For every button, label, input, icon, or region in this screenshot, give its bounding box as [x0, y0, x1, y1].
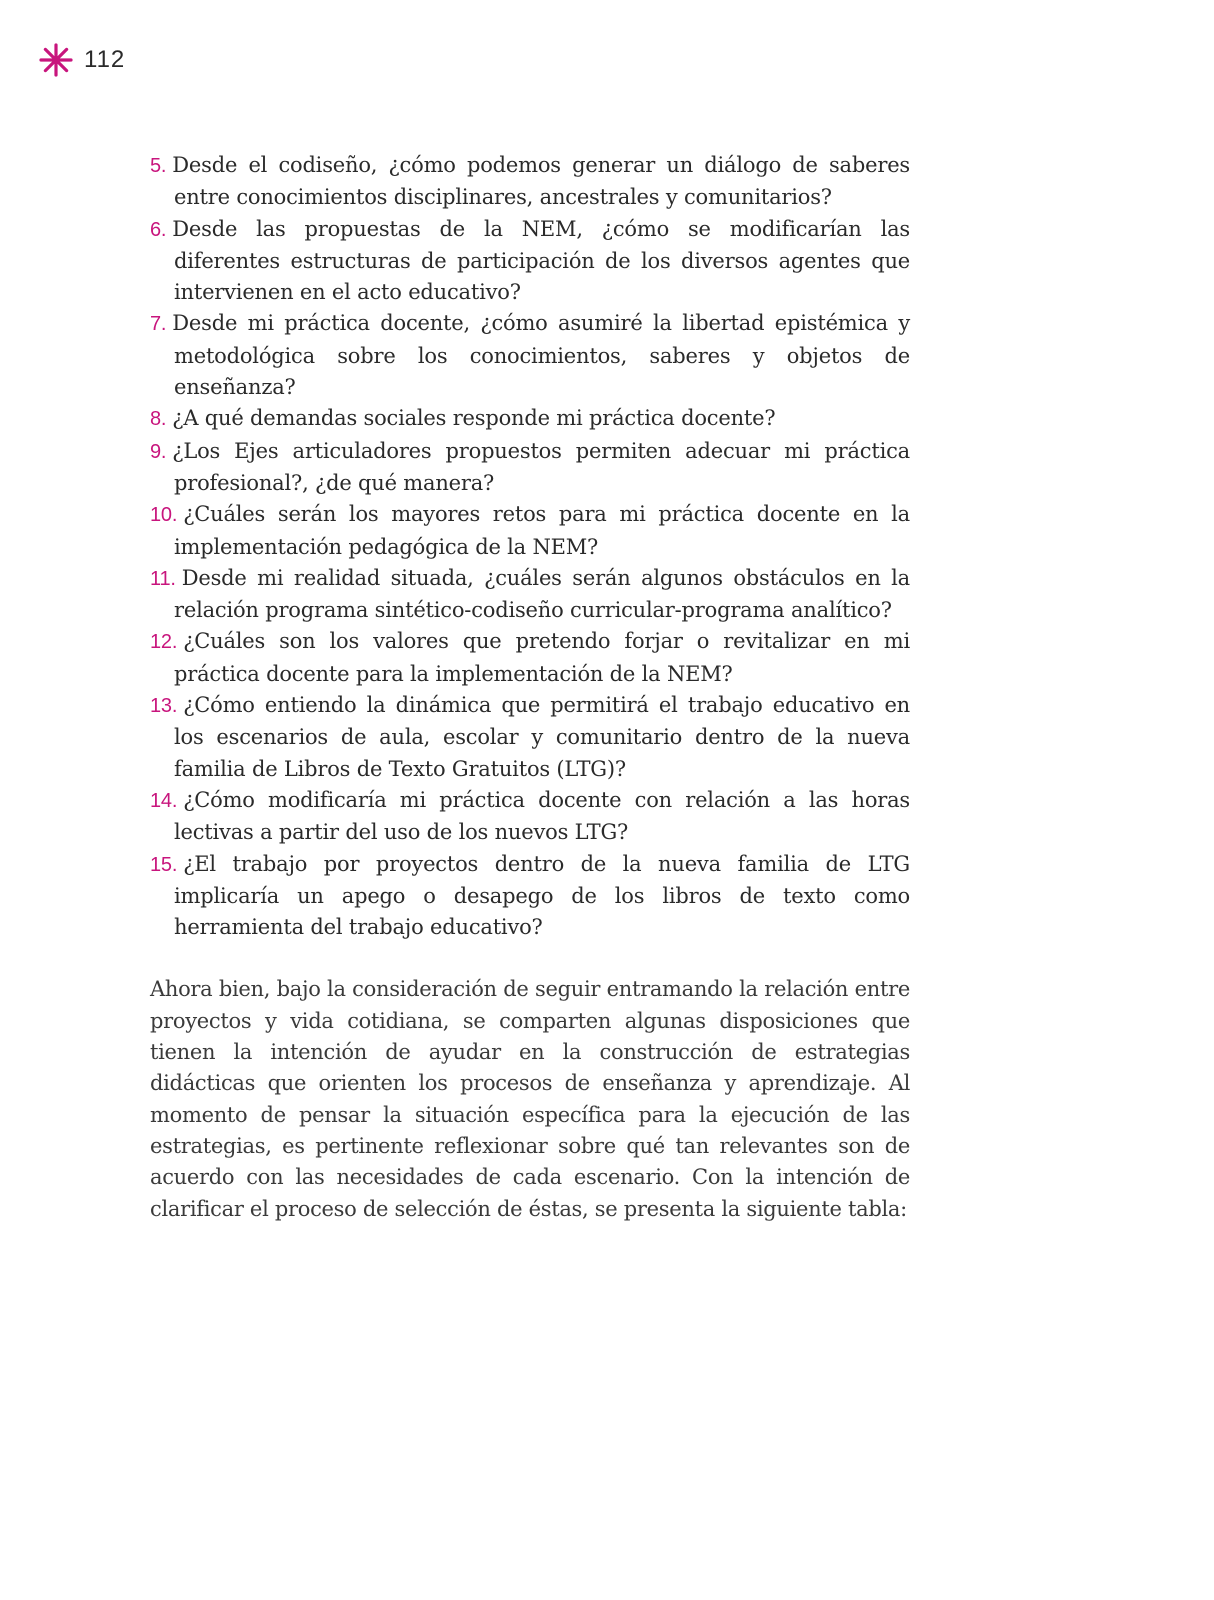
list-item: [150, 214, 910, 309]
list-item: [150, 785, 910, 849]
list-item: [150, 436, 910, 500]
list-item: [150, 150, 910, 214]
question-number: 10.: [150, 504, 178, 527]
question-number: 8.: [150, 408, 167, 431]
question-list: [150, 150, 910, 943]
list-item: [150, 690, 910, 785]
body-paragraph: Ahora bien, bajo la consideración de seguir entramando la relación entre proyectos y vida cotidiana, se comparten algunas disposiciones que tienen la intención de ayudar en la construcción de estrategias didácticas que orienten los procesos de enseñanza y aprendizaje. Al momento de pensar la situación específica para la ejecución de las estrategias, es pertinente reflexionar sobre qué tan relevantes son de acuerdo con las necesidades de cada escenario. Con la intención de clarificar el proceso de selección de éstas, se presenta la siguiente tabla:: [150, 977, 910, 1221]
question-text: Desde mi realidad situada, ¿cuáles serán algunos obstáculos en la relación programa sintético-codiseño curricular-programa analítico?: [174, 565, 910, 623]
question-number: 11.: [150, 567, 176, 590]
question-number: 7.: [150, 313, 167, 336]
list-item: [150, 499, 910, 563]
list-item: [150, 626, 910, 690]
question-text: ¿Cómo modificaría mi práctica docente con relación a las horas lectivas a partir del uso de los nuevos LTG?: [174, 787, 910, 845]
list-item: [150, 308, 910, 403]
question-text: ¿Cuáles son los valores que pretendo forjar o revitalizar en mi práctica docente para la implementación de la NEM?: [174, 629, 910, 686]
page-number: 112: [84, 46, 126, 73]
question-text: ¿Cuáles serán los mayores retos para mi práctica docente en la implementación pedagógica de la NEM?: [174, 502, 910, 559]
question-number: 12.: [150, 631, 178, 654]
question-text: ¿El trabajo por proyectos dentro de la nueva familia de LTG implicaría un apego o desapego de los libros de texto como herramienta del trabajo educativo?: [174, 851, 910, 940]
question-number: 5.: [150, 155, 167, 177]
page-header: [38, 42, 125, 78]
question-text: ¿Los Ejes articuladores propuestos permiten adecuar mi práctica profesional?, ¿de qué manera?: [172, 438, 910, 495]
list-item: [150, 403, 910, 435]
list-item: [150, 563, 910, 627]
question-number: 15.: [150, 853, 178, 876]
asterisk-icon: [38, 42, 74, 78]
page-content: [150, 150, 910, 1246]
question-text: Desde el codiseño, ¿cómo podemos generar un diálogo de saberes entre conocimientos disciplinares, ancestrales y comunitarios?: [172, 153, 910, 210]
question-number: 6.: [150, 218, 167, 241]
question-text: Desde las propuestas de la NEM, ¿cómo se modificarían las diferentes estructuras de participación de los diversos agentes que intervienen en el acto educativo?: [172, 216, 910, 305]
question-text: ¿A qué demandas sociales responde mi práctica docente?: [172, 406, 776, 431]
question-number: 13.: [150, 695, 178, 718]
list-item: [150, 849, 910, 944]
question-number: 9.: [150, 440, 167, 463]
question-text: Desde mi práctica docente, ¿cómo asumiré la libertad epistémica y metodológica sobre los conocimientos, saberes y objetos de enseñanza?: [172, 311, 910, 400]
question-number: 14.: [150, 789, 178, 812]
question-text: ¿Cómo entiendo la dinámica que permitirá el trabajo educativo en los escenarios de aula, escolar y comunitario dentro de la nueva familia de Libros de Texto Gratuitos (LTG)?: [174, 693, 910, 781]
